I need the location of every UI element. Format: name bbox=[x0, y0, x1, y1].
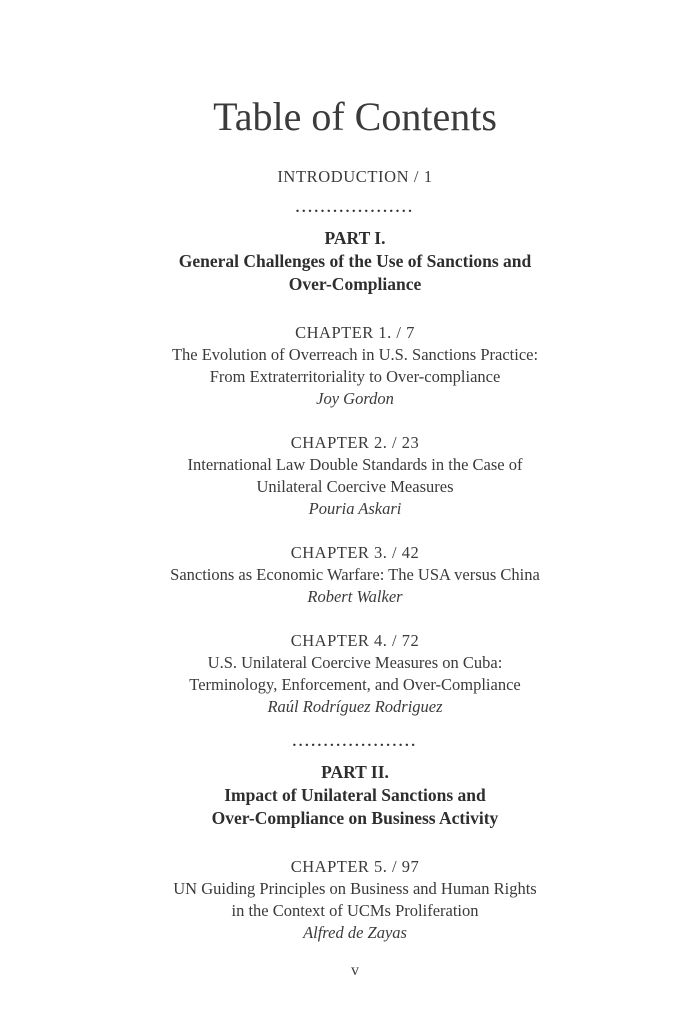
chapter-2-entry bbox=[27, 432, 683, 520]
chapter-5-title-line: UN Guiding Principles on Business and Human Rights bbox=[173, 879, 537, 898]
chapter-1-title-line: From Extraterritoriality to Over-compliance bbox=[209, 367, 501, 386]
chapter-1-author: Joy Gordon bbox=[316, 389, 394, 408]
page-title: Table of Contents bbox=[213, 94, 497, 139]
part-1-title-line: Over-Compliance bbox=[288, 274, 422, 294]
chapter-2-title-line: Unilateral Coercive Measures bbox=[256, 477, 454, 496]
chapter-4-heading: CHAPTER 4. / 72 bbox=[290, 631, 420, 650]
chapter-4-title-line: U.S. Unilateral Coercive Measures on Cuba: bbox=[207, 653, 503, 672]
part-2-heading: PART II. bbox=[321, 762, 389, 782]
chapter-1-entry bbox=[27, 322, 683, 410]
chapter-3-heading: CHAPTER 3. / 42 bbox=[290, 543, 420, 562]
part-1-title-line: General Challenges of the Use of Sanctions and bbox=[178, 251, 532, 271]
chapter-4-entry bbox=[27, 630, 683, 718]
chapter-2-heading: CHAPTER 2. / 23 bbox=[290, 433, 420, 452]
dotted-separator: .................... bbox=[292, 734, 418, 750]
chapter-4-title-line: Terminology, Enforcement, and Over-Compliance bbox=[189, 675, 521, 694]
chapter-5-entry bbox=[27, 856, 683, 944]
part-1-block bbox=[27, 227, 683, 296]
chapter-3-author: Robert Walker bbox=[307, 587, 403, 606]
toc-content-column bbox=[27, 0, 683, 982]
chapter-5-heading: CHAPTER 5. / 97 bbox=[290, 857, 420, 876]
part-1-heading: PART I. bbox=[324, 228, 386, 248]
chapter-2-author: Pouria Askari bbox=[308, 499, 402, 518]
dotted-separator: ................... bbox=[295, 200, 415, 216]
chapter-1-heading: CHAPTER 1. / 7 bbox=[295, 323, 415, 342]
part-2-block bbox=[27, 761, 683, 830]
chapter-1-title-line: The Evolution of Overreach in U.S. Sanctions Practice: bbox=[171, 345, 539, 364]
part-2-title-line: Over-Compliance on Business Activity bbox=[211, 808, 499, 828]
chapter-3-title-line: Sanctions as Economic Warfare: The USA versus China bbox=[170, 565, 540, 584]
toc-entry-introduction: INTRODUCTION / 1 bbox=[277, 167, 433, 186]
chapter-4-author: Raúl Rodríguez Rodriguez bbox=[267, 697, 443, 716]
chapter-2-title-line: International Law Double Standards in the Case of bbox=[187, 455, 523, 474]
chapter-5-author: Alfred de Zayas bbox=[303, 923, 407, 942]
part-2-title-line: Impact of Unilateral Sanctions and bbox=[224, 785, 486, 805]
page-number: v bbox=[351, 962, 359, 979]
chapter-5-title-line: in the Context of UCMs Proliferation bbox=[231, 901, 479, 920]
chapter-3-entry bbox=[27, 542, 683, 608]
